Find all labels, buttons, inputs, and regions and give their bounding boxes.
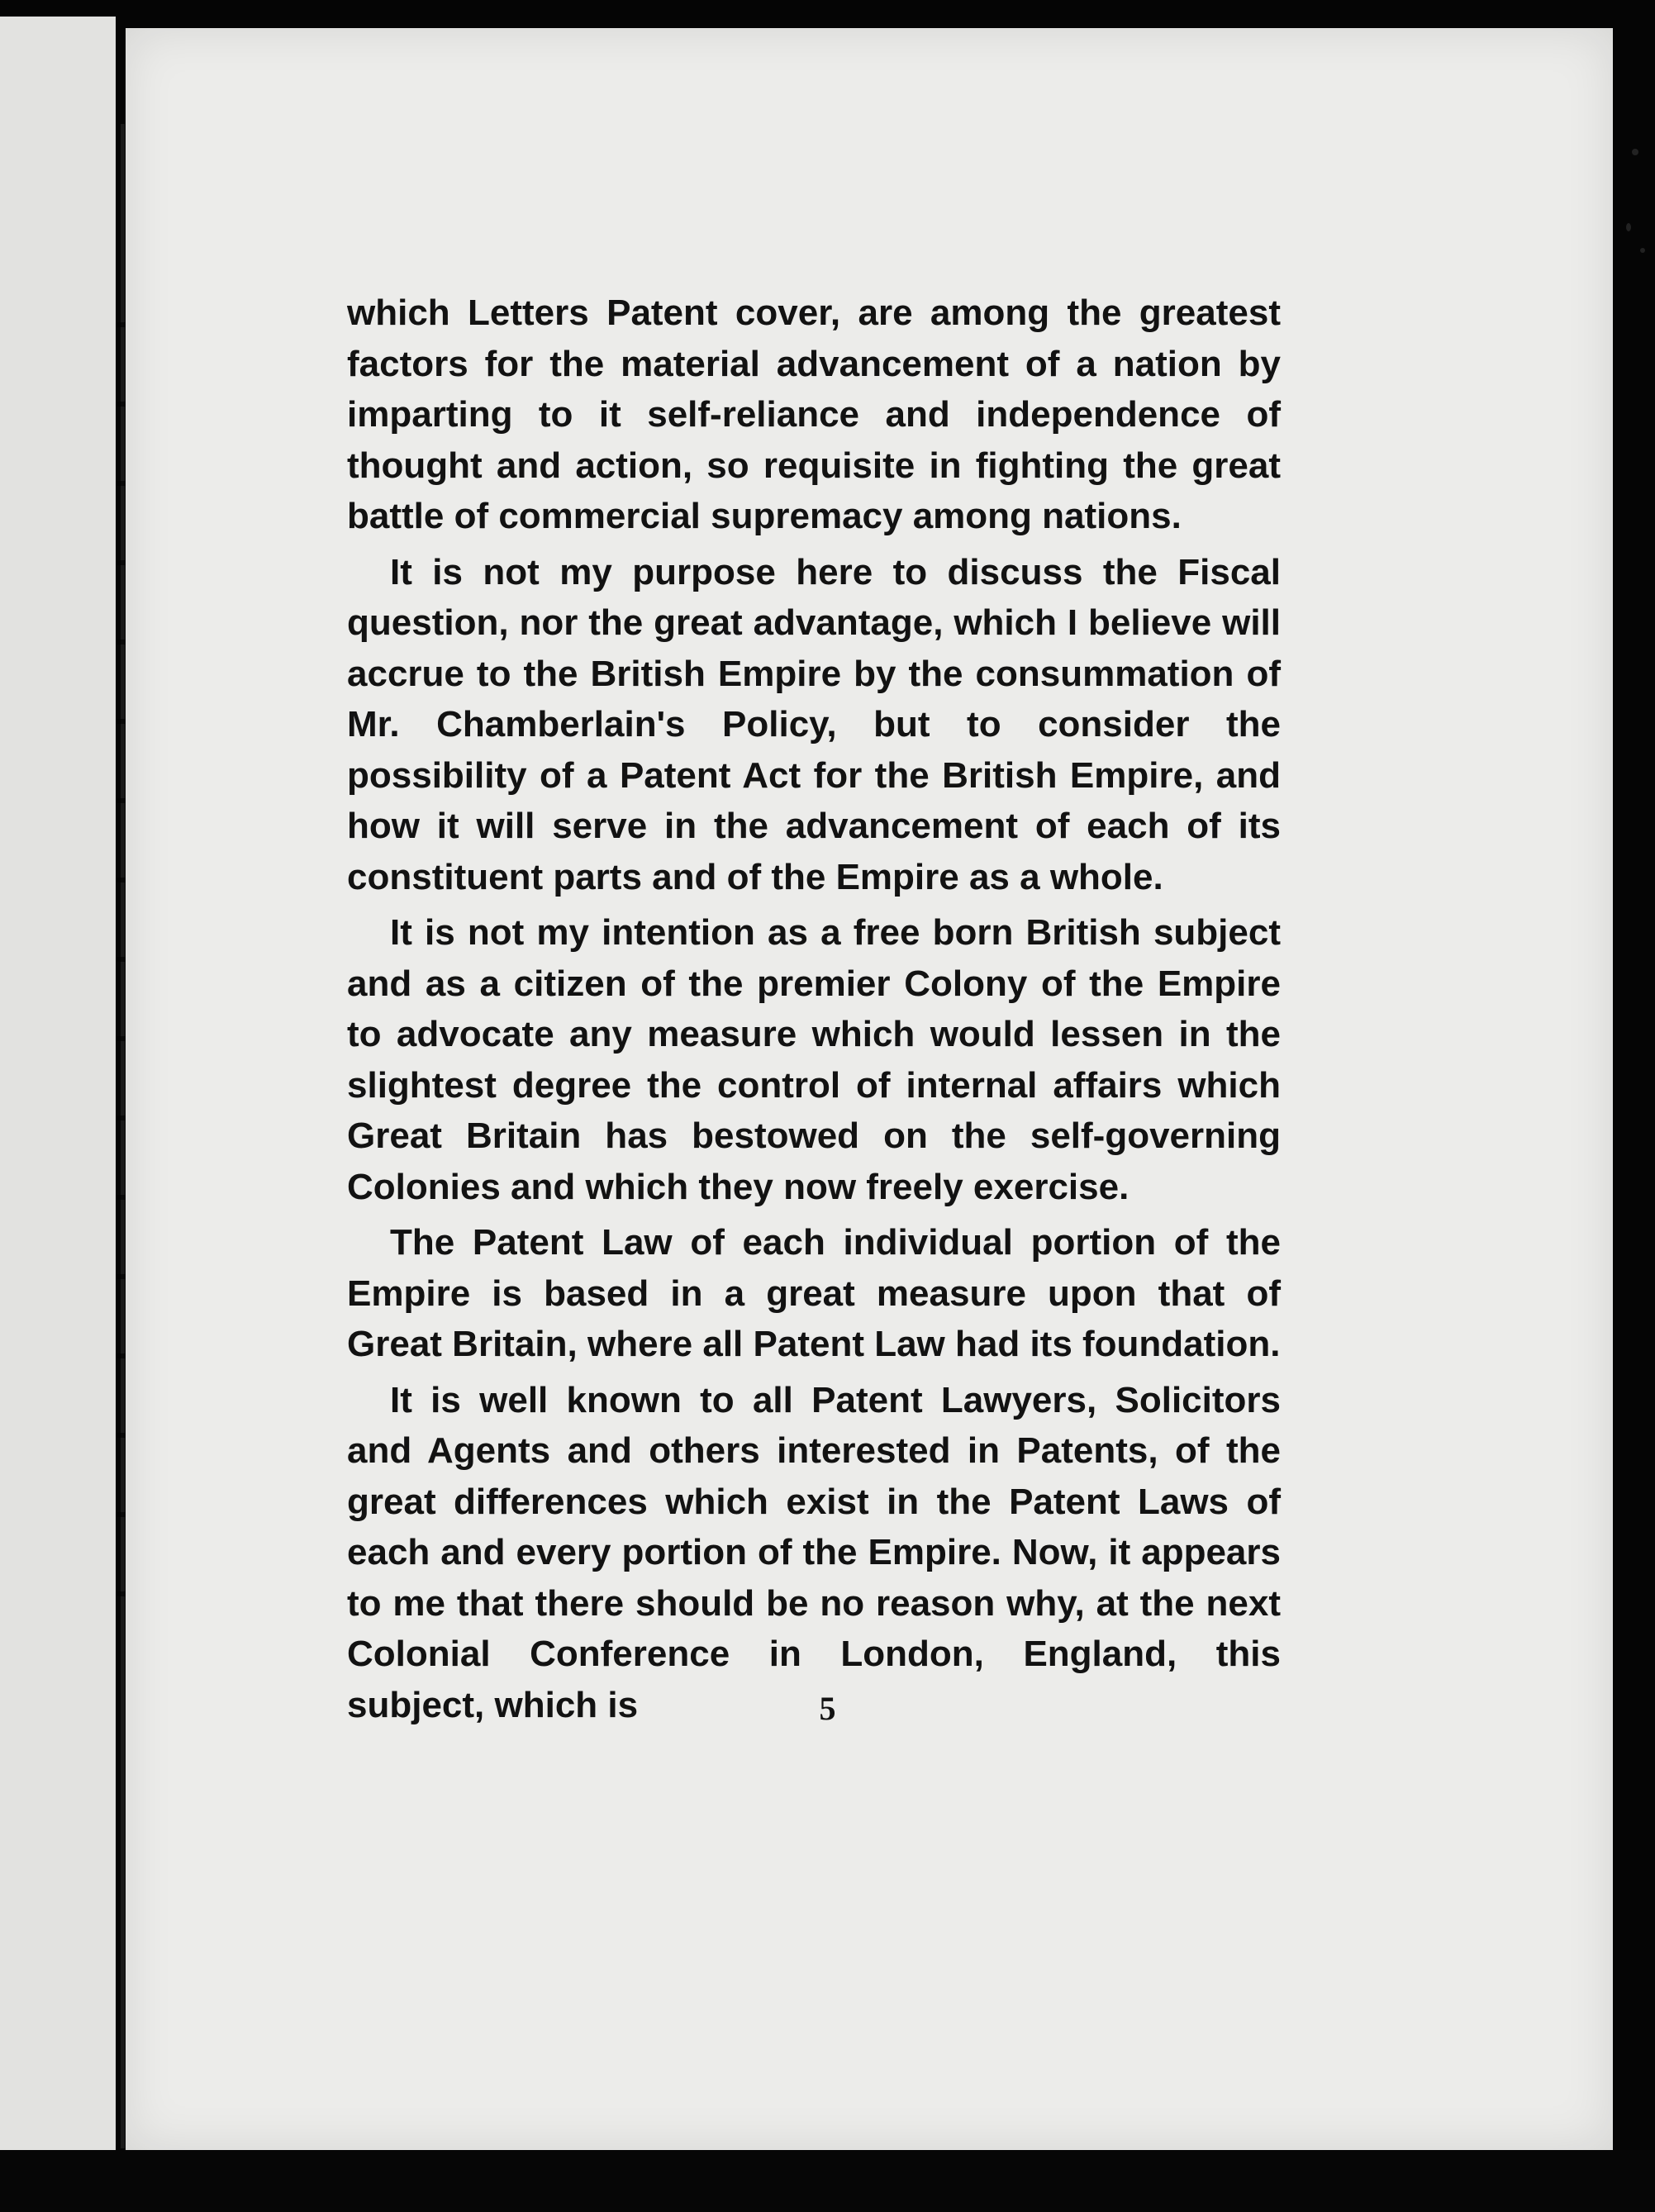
body-text	[347, 288, 1281, 1730]
scan-speck	[1626, 223, 1631, 231]
paragraph-4: The Patent Law of each individual portion of the Empire is based in a great measure upon that of Great Britain, where all Patent Law had its foundation.	[347, 1222, 1281, 1364]
scan-speck	[1640, 248, 1645, 253]
scan-speck	[1632, 149, 1638, 155]
paragraph-5: It is well known to all Patent Lawyers, Solicitors and Agents and others interested in Patents, of the great differences which exist in the Patent Laws of each and every portion of the Empire. Now, it appears to me that there should be no reason why, at the next Colonial Conference in London, England, this subject, which is	[347, 1379, 1281, 1725]
paragraph-2: It is not my purpose here to discuss the Fiscal question, nor the great advantage, which I believe will accrue to the British Empire by the consummation of Mr. Chamberlain's Policy, but to consider the possibility of a Patent Act for the British Empire, and how it will serve in the advancement of each of its constituent parts and of the Empire as a whole.	[347, 551, 1281, 897]
paragraph-1: which Letters Patent cover, are among the greatest factors for the material advancement of a nation by imparting to it self-reliance and independence of thought and action, so requisite in fighting the great battle of commercial supremacy among nations.	[347, 293, 1281, 536]
facing-page-edge	[0, 17, 116, 2158]
scan-bottom-border	[0, 2150, 1655, 2212]
page-number: 5	[819, 1690, 836, 1727]
binding-marks	[116, 248, 126, 1653]
paragraph-3: It is not my intention as a free born British subject and as a citizen of the premier Colony of the Empire to advocate any measure which would lessen in the slightest degree the control of internal affairs which Great Britain has bestowed on the self-governing Colonies and which they now freely exercise.	[347, 912, 1281, 1207]
